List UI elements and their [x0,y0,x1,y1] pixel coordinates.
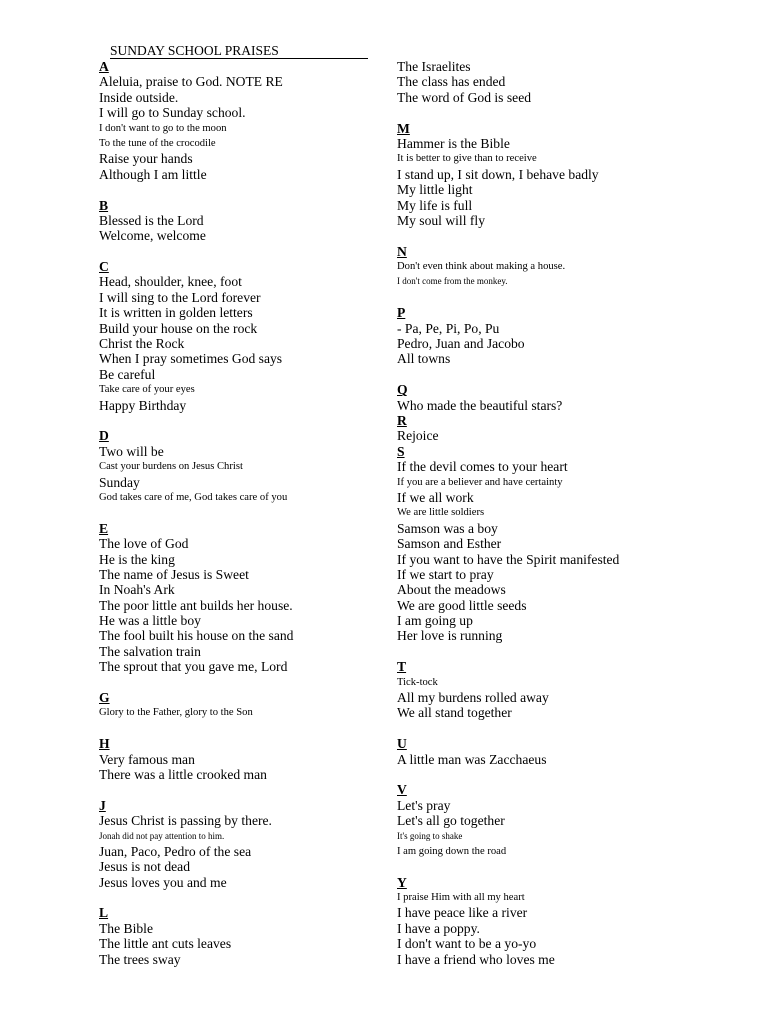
section-letter-heading: R [397,412,407,428]
section-spacer [99,890,389,905]
section-spacer [99,413,389,428]
song-title: Samson and Esther [397,536,502,552]
section-letter-heading: M [397,120,410,136]
song-title: Inside outside. [99,89,179,105]
song-title: Cast your burdens on Jesus Christ [99,461,243,473]
song-title: Jesus Christ is passing by there. [99,813,272,829]
song-title: I will go to Sunday school. [99,105,246,121]
song-title: I praise Him with all my heart [397,892,525,904]
song-title: We are little soldiers [397,507,485,519]
song-title: All my burdens rolled away [397,690,549,706]
song-title: My soul will fly [397,212,485,228]
section-letter-heading: J [99,797,106,813]
song-title: There was a little crooked man [99,766,267,782]
document-title: SUNDAY SCHOOL PRAISES [110,43,368,59]
song-title: Two will be [99,443,164,459]
section-letter-heading: D [99,428,109,444]
song-title: The word of God is seed [397,89,532,105]
song-title: The little ant cuts leaves [99,936,232,952]
song-title: The Bible [99,920,153,936]
song-title: Her love is running [397,628,503,644]
section-letter-heading: A [99,59,109,74]
section-spacer [99,675,389,690]
song-title: Aleluia, praise to God. NOTE RE [99,74,283,90]
song-title: Raise your hands [99,151,193,167]
song-title: I have a friend who loves me [397,951,555,967]
song-title: Jesus is not dead [99,859,190,875]
song-title: I have peace like a river [397,905,528,921]
song-title: I don't come from the monkey. [397,276,508,287]
song-title: The trees sway [99,951,181,967]
section-spacer [397,859,697,874]
section-spacer [99,182,389,197]
song-title: My little light [397,182,473,198]
section-letter-heading: V [397,782,407,798]
section-spacer [99,244,389,259]
song-title: Let's pray [397,797,451,813]
section-letter-heading: C [99,259,109,275]
song-title: - Pa, Pe, Pi, Po, Pu [397,320,500,336]
song-title: Head, shoulder, knee, foot [99,274,242,290]
song-title: Christ the Rock [99,336,185,352]
song-title: Sunday [99,474,140,490]
song-title: Tick-tock [397,676,438,688]
song-title: The love of God [99,536,189,552]
song-title: If the devil comes to your heart [397,459,568,475]
section-spacer [99,721,389,736]
section-spacer [397,644,697,659]
section-letter-heading: P [397,305,406,321]
song-title: I stand up, I sit down, I behave badly [397,166,599,182]
song-title: Let's all go together [397,813,505,829]
song-title: About the meadows [397,582,506,598]
song-title: Welcome, welcome [99,228,206,244]
song-title: He is the king [99,551,175,567]
section-letter-heading: G [99,690,110,706]
section-spacer [99,505,389,520]
song-title: Hammer is the Bible [397,135,510,151]
song-title: If you want to have the Spirit manifested [397,551,620,567]
right-column [397,59,697,967]
song-title: The sprout that you gave me, Lord [99,659,288,675]
song-title: Samson was a boy [397,520,498,536]
song-title: He was a little boy [99,613,201,629]
song-title: We all stand together [397,705,512,721]
section-letter-heading: E [99,520,109,536]
song-title: The class has ended [397,74,506,90]
song-title: Pedro, Juan and Jacobo [397,336,525,352]
song-title: To the tune of the crocodile [99,137,216,149]
song-title: I am going up [397,613,473,629]
song-title: Happy Birthday [99,397,187,413]
section-spacer [397,767,697,782]
section-letter-heading: T [397,659,407,675]
song-title: We are good little seeds [397,597,527,613]
song-title: The fool built his house on the sand [99,628,294,644]
section-letter-heading: B [99,197,109,213]
song-title: Don't even think about making a house. [397,261,566,273]
section-letter-heading: Y [397,874,407,890]
song-title: God takes care of me, God takes care of you [99,491,288,503]
song-title: The name of Jesus is Sweet [99,566,249,582]
song-title: Juan, Paco, Pedro of the sea [99,843,252,859]
song-title: If we all work [397,489,474,505]
section-spacer [397,228,697,243]
section-spacer [397,105,697,120]
song-title: Although I am little [99,166,207,182]
song-title: I don't want to go to the moon [99,122,227,134]
song-title: Take care of your eyes [99,384,195,396]
section-spacer [99,782,389,797]
section-letter-heading: H [99,736,110,752]
song-title: In Noah's Ark [99,582,175,598]
song-title: Rejoice [397,428,439,444]
song-title: The Israelites [397,59,471,74]
song-title: Blessed is the Lord [99,212,204,228]
song-title: I don't want to be a yo-yo [397,936,537,952]
section-letter-heading: U [397,736,407,752]
section-letter-heading: Q [397,382,408,398]
song-title: Very famous man [99,751,195,767]
song-title: It's going to shake [397,830,463,841]
section-letter-heading: L [99,905,109,921]
song-title: I am going down the road [397,845,507,857]
song-title: My life is full [397,197,473,213]
song-title: Who made the beautiful stars? [397,397,563,413]
section-spacer [397,367,697,382]
song-title: All towns [397,351,451,367]
section-spacer [397,721,697,736]
song-title: Jesus loves you and me [99,874,227,890]
song-title: Be careful [99,366,156,382]
song-title: It is written in golden letters [99,305,253,321]
song-title: Glory to the Father, glory to the Son [99,707,253,719]
song-title: If we start to pray [397,566,494,582]
song-title: When I pray sometimes God says [99,351,283,367]
song-title: The salvation train [99,643,201,659]
song-title: The poor little ant builds her house. [99,597,293,613]
song-title: It is better to give than to receive [397,153,537,165]
section-letter-heading: N [397,243,407,259]
section-letter-heading: S [397,443,405,459]
song-title: A little man was Zacchaeus [397,751,547,767]
song-title: Jonah did not pay attention to him. [99,830,225,841]
song-title: If you are a believer and have certainty [397,476,563,488]
section-spacer [397,290,697,305]
song-title: I have a poppy. [397,920,480,936]
song-title: Build your house on the rock [99,320,258,336]
song-title: I will sing to the Lord forever [99,289,261,305]
left-column [99,59,389,967]
